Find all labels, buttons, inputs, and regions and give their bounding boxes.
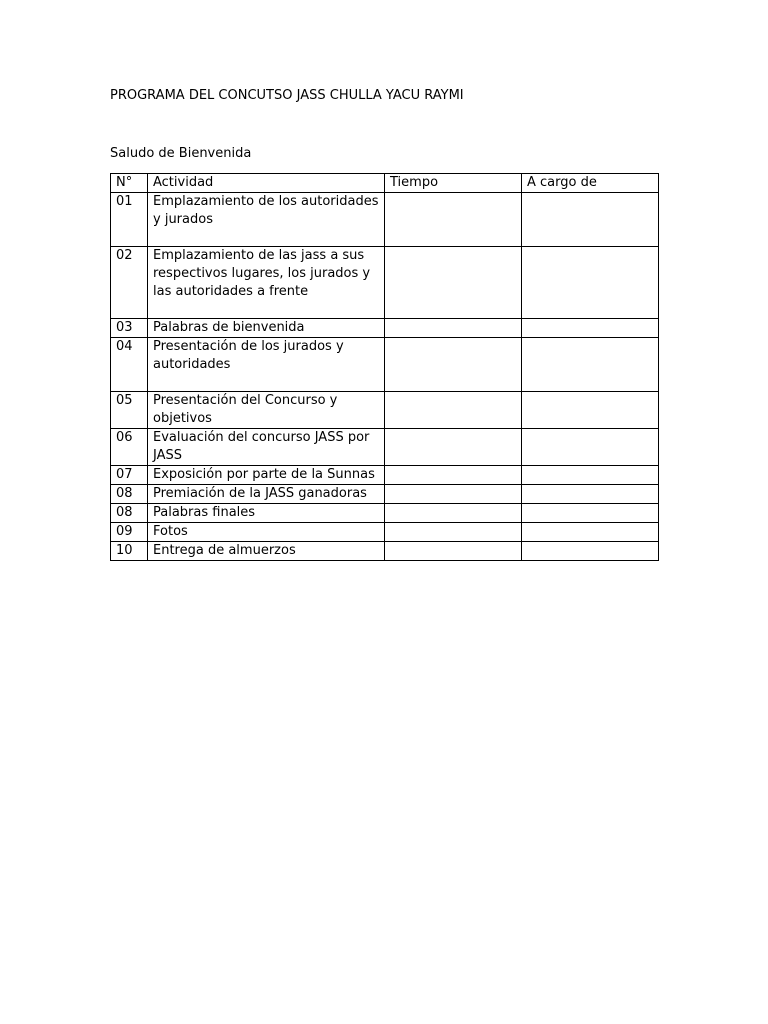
row-responsible [522,542,659,561]
section-heading: Saludo de Bienvenida [110,146,252,161]
row-responsible [522,504,659,523]
row-activity: Palabras finales [148,504,385,523]
row-time [385,319,522,338]
header-number: N° [111,174,148,193]
document-title: PROGRAMA DEL CONCUTSO JASS CHULLA YACU RAYMI [110,88,464,103]
table-row [111,247,659,319]
row-number: 01 [111,193,148,247]
table-row [111,429,659,466]
row-responsible [522,338,659,392]
row-number: 08 [111,504,148,523]
row-responsible [522,247,659,319]
row-responsible [522,466,659,485]
row-number: 08 [111,485,148,504]
row-responsible [522,523,659,542]
row-number: 02 [111,247,148,319]
row-time [385,485,522,504]
row-activity: Presentación del Concurso y objetivos [148,392,385,429]
row-time [385,193,522,247]
row-number: 10 [111,542,148,561]
row-time [385,338,522,392]
header-activity: Actividad [148,174,385,193]
table-row [111,193,659,247]
row-number: 06 [111,429,148,466]
row-time [385,542,522,561]
program-table [110,173,659,561]
row-activity: Palabras de bienvenida [148,319,385,338]
row-time [385,392,522,429]
row-number: 05 [111,392,148,429]
row-responsible [522,193,659,247]
row-responsible [522,485,659,504]
row-time [385,523,522,542]
header-responsible: A cargo de [522,174,659,193]
row-responsible [522,429,659,466]
row-number: 03 [111,319,148,338]
table-row [111,338,659,392]
row-activity: Presentación de los jurados y autoridades [148,338,385,392]
table-row [111,542,659,561]
table-header-row [111,174,659,193]
row-activity: Emplazamiento de las jass a sus respectivos lugares, los jurados y las autoridades a frente [148,247,385,319]
row-activity: Exposición por parte de la Sunnas [148,466,385,485]
row-activity: Emplazamiento de los autoridades y jurados [148,193,385,247]
row-number: 09 [111,523,148,542]
table-row [111,504,659,523]
row-time [385,466,522,485]
row-responsible [522,319,659,338]
table-row [111,392,659,429]
row-activity: Premiación de la JASS ganadoras [148,485,385,504]
row-activity: Evaluación del concurso JASS por JASS [148,429,385,466]
row-time [385,504,522,523]
row-time [385,429,522,466]
header-time: Tiempo [385,174,522,193]
table-row [111,466,659,485]
row-responsible [522,392,659,429]
table-row [111,523,659,542]
row-time [385,247,522,319]
row-activity: Entrega de almuerzos [148,542,385,561]
row-activity: Fotos [148,523,385,542]
table-row [111,319,659,338]
row-number: 07 [111,466,148,485]
row-number: 04 [111,338,148,392]
table-row [111,485,659,504]
